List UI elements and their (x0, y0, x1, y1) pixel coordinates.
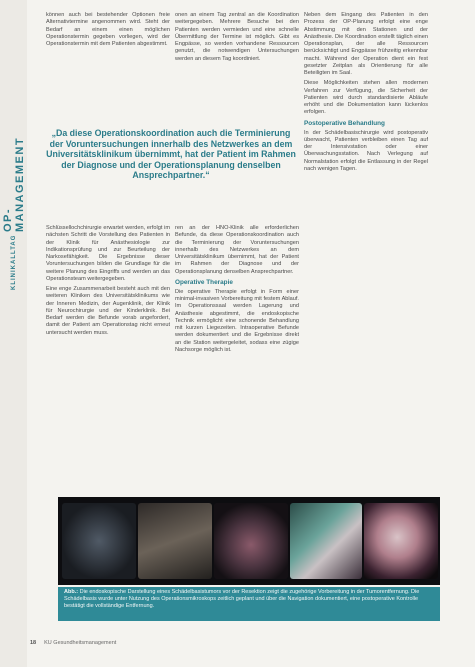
paragraph: Schlüssellochchirurgie erwartet werden, erfolgt im nächsten Schritt die Vorstellung des Patienten in der Klinik für Anästhesiologie zur Indikationsprüfung und zur Beurteilung der Narkosefähigkeit. Die Ergebnisse dieser Voruntersuchungen bilden die Grundlage für die weitere Planung des Eingriffs und werden an das Operationsteam weitergegeben. (46, 225, 170, 282)
column-2-top (175, 12, 299, 124)
paragraph: Neben dem Eingang des Patienten in den Prozess der OP-Planung erfolgt eine enge Abstimmung mit den Stationen und der Anästhesie. Die Koordination erstellt täglich einen Operationsplan, der alle Ressourcen berücksichtigt und Engpässe frühzeitig erkennbar macht. Während der Operation dient ein fest gesetzter Zeitplan als Orientierung für alle Beteiligten im Saal. (304, 12, 428, 76)
column-1-top (46, 12, 170, 124)
endoscopy-image-3 (290, 503, 362, 579)
paragraph: onen an einem Tag zentral an die Koordination weitergegeben. Mehrere Besuche bei den Patienten werden vermieden und eine schnelle Übermittlung der Termine ist möglich. Gibt es Engpässe, so werden vorhandene Ressourcen genutzt, die notwendigen Untersuchungen werden an diesem Tag koordiniert. (175, 12, 299, 62)
surgery-photo (138, 503, 212, 579)
paragraph: In der Schädelbasischirurgie wird postoperativ überwacht, Patienten verbleiben einen Tag auf der Intensivstation oder einer Überwachungsstation. Nach Verlegung auf Normalstation erfolgt die Entlassung in der Regel nach wenigen Tagen. (304, 129, 428, 172)
section-heading: Operative Therapie (175, 278, 233, 286)
pull-quote: „Da diese Operationskoordination auch die Terminierung der Voruntersuchungen innerhalb des Netzwerkes an dem Universitätsklinikum übernimmt, hat der Patient im Rahmen der Diagnose und der Operationsplanung denselben Ansprechpartner.“ (46, 128, 296, 180)
journal-name: KU Gesundheitsmanagement (44, 640, 117, 646)
page-footer (30, 638, 116, 648)
endoscopy-image-1 (62, 503, 136, 579)
paragraph: ren an der HNO-Klinik alle erforderlichen Befunde, da diese Operationskoordination auch die Terminierung der Voruntersuchungen innerhalb des Netzwerkes an dem Universitätsklinikum übernimmt, hat der Patient im Rahmen der Diagnose und der Operationsplanung denselben Ansprechpartner. (175, 225, 299, 275)
section-sidebar (0, 0, 27, 667)
caption-text: Die endoskopische Darstellung eines Schädelbasistumors vor der Resektion zeigt die zugehörige Vorbereitung in der Tumorentfernung. Die Schädelbasis wurde unter Nutzung des Operationsmikroskops zeitlich geplant und über die Navigation dokumentiert, eine postoperative Kontrolle bestätigt die vollständige Entfernung. (64, 589, 420, 609)
column-3 (304, 12, 428, 496)
section-label-big: OP-MANAGEMENT (2, 136, 26, 232)
paragraph: Diese Möglichkeiten stehen allen modernen Verfahren zur Verfügung, die Sicherheit der Patienten wird durch standardisierte Abläufe erhöht und die Dokumentation kann lückenlos erfolgen. (304, 80, 428, 116)
column-2-bottom (175, 225, 299, 495)
paragraph: Eine enge Zusammenarbeit besteht auch mit den weiteren Kliniken des Universitätsklinikums wie der Inneren Medizin, der Augenklinik, der Klinik für Neurochirurgie und der Kinderklinik. Bei Bedarf werden die Befunde vorab angefordert, damit der Patient am Operationstag nicht erneut untersucht werden muss. (46, 286, 170, 336)
section-heading: Postoperative Behandlung (304, 119, 385, 127)
section-label-small: KLINIKALLTAG (11, 234, 17, 290)
section-label (2, 136, 26, 290)
image-strip (58, 497, 440, 585)
paragraph: können auch bei bestehender Optionen freie Alternativtermine angenommen wird. Steht der Bedarf an einem einen möglichen Operationstermin gegeben vorliegen, wird der Operationstermin mit dem Patienten abgestimmt. (46, 12, 170, 47)
figure-caption (58, 587, 440, 621)
column-1-bottom (46, 225, 170, 495)
endoscopy-image-2 (214, 503, 288, 579)
page-number: 18 (30, 640, 37, 646)
endoscopy-image-4 (364, 503, 438, 579)
caption-label: Abb.: (64, 589, 79, 595)
paragraph: Die operative Therapie erfolgt in Form einer minimal-invasiven Vorbereitung mit festem Ablauf. Im Operationssaal werden Lagerung und Anästhesie abgestimmt, die endoskopische Technik ermöglicht eine schonende Behandlung mit kurzen Liegezeiten. Intraoperative Befunde werden dokumentiert und die Ergebnisse direkt an die Station weitergeleitet, sodass eine zügige Nachsorge möglich ist. (175, 288, 299, 353)
